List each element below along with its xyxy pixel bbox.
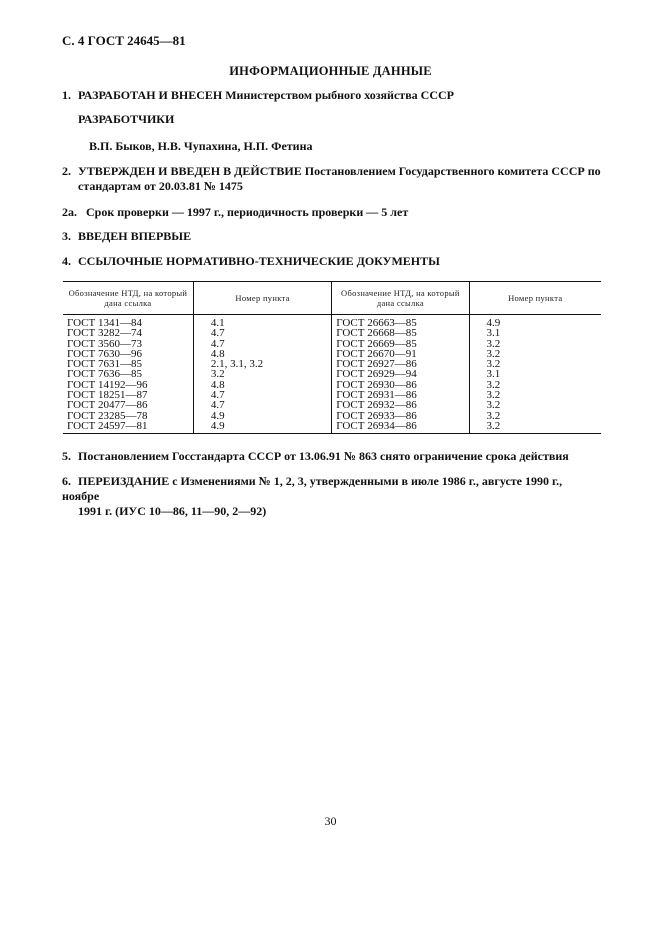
- cell-item1: 4.9: [193, 421, 331, 434]
- cell-item1: 3.2: [193, 369, 331, 379]
- cell-doc2: ГОСТ 26927—86: [332, 359, 469, 369]
- cell-item1: 4.7: [193, 339, 331, 349]
- table-header-row: [63, 282, 601, 315]
- section-1: [62, 88, 454, 103]
- col-header-doc2: Обозначение НТД, на который дана ссылка: [332, 282, 469, 315]
- developers-list: В.П. Быков, Н.В. Чупахина, Н.П. Фетина: [89, 139, 313, 153]
- section-3-heading: ВВЕДЕН ВПЕРВЫЕ: [78, 229, 192, 243]
- section-number: 4.: [62, 254, 71, 268]
- document-title: ИНФОРМАЦИОННЫЕ ДАННЫЕ: [229, 64, 432, 78]
- cell-doc2: ГОСТ 26929—94: [332, 369, 469, 379]
- cell-item1: 4.1: [193, 315, 331, 329]
- cell-item2: 3.2: [469, 349, 601, 359]
- cell-item2: 4.9: [469, 315, 601, 329]
- cell-item1: 4.7: [193, 390, 331, 400]
- section-6-text: с Изменениями № 1, 2, 3, утвержденными в июле 1986 г., августе 1990 г., ноябре: [62, 474, 563, 503]
- section-number: 2.: [62, 164, 71, 178]
- section-4-heading: ССЫЛОЧНЫЕ НОРМАТИВНО-ТЕХНИЧЕСКИЕ ДОКУМЕНТЫ: [78, 254, 440, 268]
- cell-item1: 4.8: [193, 380, 331, 390]
- section-5: [62, 449, 569, 464]
- cell-doc1: ГОСТ 20477—86: [67, 399, 148, 412]
- table-row: [63, 349, 601, 359]
- section-2a-text: Срок проверки — 1997 г., периодичность проверки — 5 лет: [86, 205, 409, 219]
- cell-doc1: ГОСТ 7630—96: [67, 347, 142, 360]
- section-number: 1.: [62, 88, 71, 102]
- cell-item2: 3.2: [469, 339, 601, 349]
- cell-item2: 3.2: [469, 359, 601, 369]
- cell-doc2: ГОСТ 26669—85: [332, 339, 469, 349]
- section-3: [62, 229, 191, 244]
- section-number: 6.: [62, 474, 71, 488]
- cell-doc1: ГОСТ 7631—85: [67, 358, 142, 371]
- section-2a: [62, 205, 408, 220]
- cell-item2: 3.1: [469, 369, 601, 379]
- section-2-text-line2: стандартам от 20.03.81 № 1475: [78, 179, 243, 193]
- cell-doc1: ГОСТ 24597—81: [63, 421, 193, 434]
- page-number: 30: [324, 814, 337, 828]
- cell-item1: 4.7: [193, 400, 331, 410]
- cell-doc1: ГОСТ 7636—85: [67, 368, 142, 381]
- cell-item1: 4.8: [193, 349, 331, 359]
- cell-item1: 2.1, 3.1, 3.2: [193, 359, 331, 369]
- section-number: 3.: [62, 229, 71, 243]
- cell-doc2: ГОСТ 26932—86: [332, 400, 469, 410]
- table-row: [63, 315, 601, 329]
- cell-doc1: ГОСТ 18251—87: [67, 389, 148, 402]
- section-2-text: Постановлением Государственного комитета СССР по: [301, 164, 601, 178]
- col-header-item2: Номер пункта: [469, 282, 601, 315]
- section-2-heading: УТВЕРЖДЕН И ВВЕДЕН В ДЕЙСТВИЕ: [78, 164, 302, 178]
- developers-heading: РАЗРАБОТЧИКИ: [78, 112, 175, 126]
- section-6: [62, 474, 602, 519]
- cell-doc1: ГОСТ 3282—74: [67, 327, 142, 340]
- cell-item2: 3.2: [469, 421, 601, 434]
- section-6-heading: ПЕРЕИЗДАНИЕ: [78, 474, 170, 488]
- cell-doc2: ГОСТ 26931—86: [332, 390, 469, 400]
- cell-item1: 4.7: [193, 328, 331, 338]
- col-header-item1: Номер пункта: [193, 282, 331, 315]
- section-1-heading: РАЗРАБОТАН И ВНЕСЕН: [78, 88, 223, 102]
- cell-doc1: ГОСТ 23285—78: [67, 409, 148, 422]
- cell-doc2: ГОСТ 26668—85: [332, 328, 469, 338]
- table-row: [63, 339, 601, 349]
- page-header: С. 4 ГОСТ 24645—81: [62, 33, 186, 48]
- section-1-text: Министерством рыбного хозяйства СССР: [222, 88, 454, 102]
- col-header-doc1: Обозначение НТД, на который дана ссылка: [63, 282, 193, 315]
- section-2: [62, 164, 602, 194]
- cell-item1: 4.9: [193, 411, 331, 421]
- reference-documents-table: [63, 281, 601, 434]
- cell-item2: 3.2: [469, 400, 601, 410]
- section-5-text: Постановлением Госстандарта СССР от 13.06.91 № 863 снято ограничение срока действия: [78, 449, 569, 463]
- cell-doc2: ГОСТ 26933—86: [332, 411, 469, 421]
- section-6-text-line2: 1991 г. (ИУС 10—86, 11—90, 2—92): [78, 504, 267, 518]
- cell-doc2: ГОСТ 26670—91: [332, 349, 469, 359]
- cell-doc1: ГОСТ 14192—96: [67, 378, 148, 391]
- cell-item2: 3.2: [469, 411, 601, 421]
- cell-item2: 3.2: [469, 390, 601, 400]
- cell-doc2: ГОСТ 26934—86: [332, 421, 469, 434]
- table-row: [63, 359, 601, 369]
- cell-doc1: ГОСТ 1341—84: [67, 317, 142, 329]
- table-row: [63, 328, 601, 338]
- table-row: [63, 421, 601, 434]
- section-number: 5.: [62, 449, 71, 463]
- section-4: [62, 254, 440, 269]
- cell-doc1: ГОСТ 3560—73: [67, 337, 142, 350]
- cell-doc2: ГОСТ 26663—85: [332, 315, 469, 329]
- section-number: 2а.: [62, 205, 77, 219]
- cell-doc2: ГОСТ 26930—86: [332, 380, 469, 390]
- cell-item2: 3.2: [469, 380, 601, 390]
- cell-item2: 3.1: [469, 328, 601, 338]
